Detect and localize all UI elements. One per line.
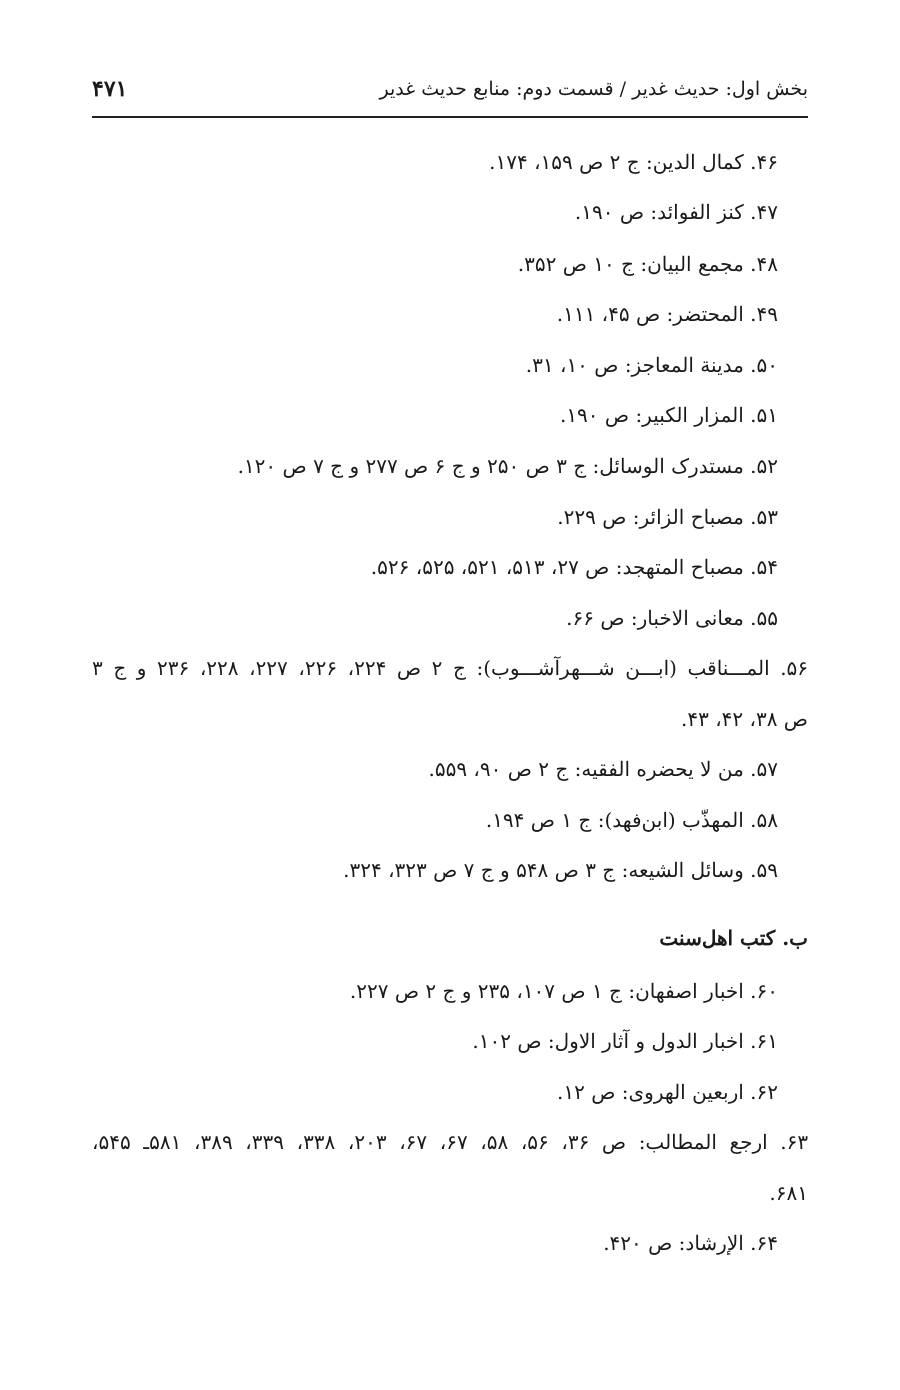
list-item: ۵۵. معانی الاخبار: ص ۶۶. [566, 606, 778, 630]
list-item: ۶۳. ارجع المطالب: ص ۳۶، ۵۶، ۵۸، ۶۷، ۶۷، ۲۰۳، ۳۳۸، ۳۳۹، ۳۸۹، ۵۸۱ـ ۵۴۵، [92, 1130, 809, 1154]
list-item-continuation: ۶۸۱. [769, 1181, 808, 1205]
list-item: ۶۱. اخبار الدول و آثار الاول: ص ۱۰۲. [472, 1029, 778, 1053]
list-item: ۵۸. المهذّب (ابن‌فهد): ج ۱ ص ۱۹۴. [485, 808, 778, 832]
list-item: ۵۰. مدینة المعاجز: ص ۱۰، ۳۱. [525, 353, 778, 377]
page-number: ۴۷۱ [92, 76, 128, 102]
list-item: ۴۶. کمال الدین: ج ۲ ص ۱۵۹، ۱۷۴. [489, 150, 778, 174]
running-title: بخش اول: حدیث غدیر / قسمت دوم: منابع حدیث غدیر [379, 78, 808, 100]
list-item: ۵۴. مصباح المتهجد: ص ۲۷، ۵۱۳، ۵۲۱، ۵۲۵، ۵۲۶. [370, 555, 778, 579]
list-item: ۴۸. مجمع البیان: ج ۱۰ ص ۳۵۲. [517, 252, 778, 276]
page-header [92, 76, 808, 118]
list-item: ۵۳. مصباح الزائر: ص ۲۲۹. [557, 505, 778, 529]
list-item: ۴۷. کنز الفوائد: ص ۱۹۰. [574, 200, 778, 224]
list-item: ۶۴. الإرشاد: ص ۴۲۰. [603, 1231, 778, 1255]
list-item: ۴۹. المحتضر: ص ۴۵، ۱۱۱. [556, 302, 778, 326]
list-item: ۵۱. المزار الکبیر: ص ۱۹۰. [559, 403, 778, 427]
list-item: ۶۰. اخبار اصفهان: ج ۱ ص ۱۰۷، ۲۳۵ و ج ۲ ص ۲۲۷. [349, 979, 778, 1003]
list-item: ۵۷. من لا یحضره الفقیه: ج ۲ ص ۹۰، ۵۵۹. [428, 757, 778, 781]
list-item: ۶۲. اربعین الهروی: ص ۱۲. [557, 1080, 778, 1104]
section-heading: ب. کتب اهل‌سنت [659, 926, 808, 950]
list-item: ۵۲. مستدرک الوسائل: ج ۳ ص ۲۵۰ و ج ۶ ص ۲۷۷ و ج ۷ ص ۱۲۰. [237, 454, 778, 478]
list-item: ۵۹. وسائل الشیعه: ج ۳ ص ۵۴۸ و ج ۷ ص ۳۲۳، ۳۲۴. [343, 858, 778, 882]
list-item-continuation: ص ۳۸، ۴۲، ۴۳. [681, 707, 808, 731]
list-item: ۵۶. المـــناقب (ابـــن شـــهرآشـــوب): ج ۲ ص ۲۲۴، ۲۲۶، ۲۲۷، ۲۲۸، ۲۳۶ و ج ۳ [92, 656, 809, 680]
